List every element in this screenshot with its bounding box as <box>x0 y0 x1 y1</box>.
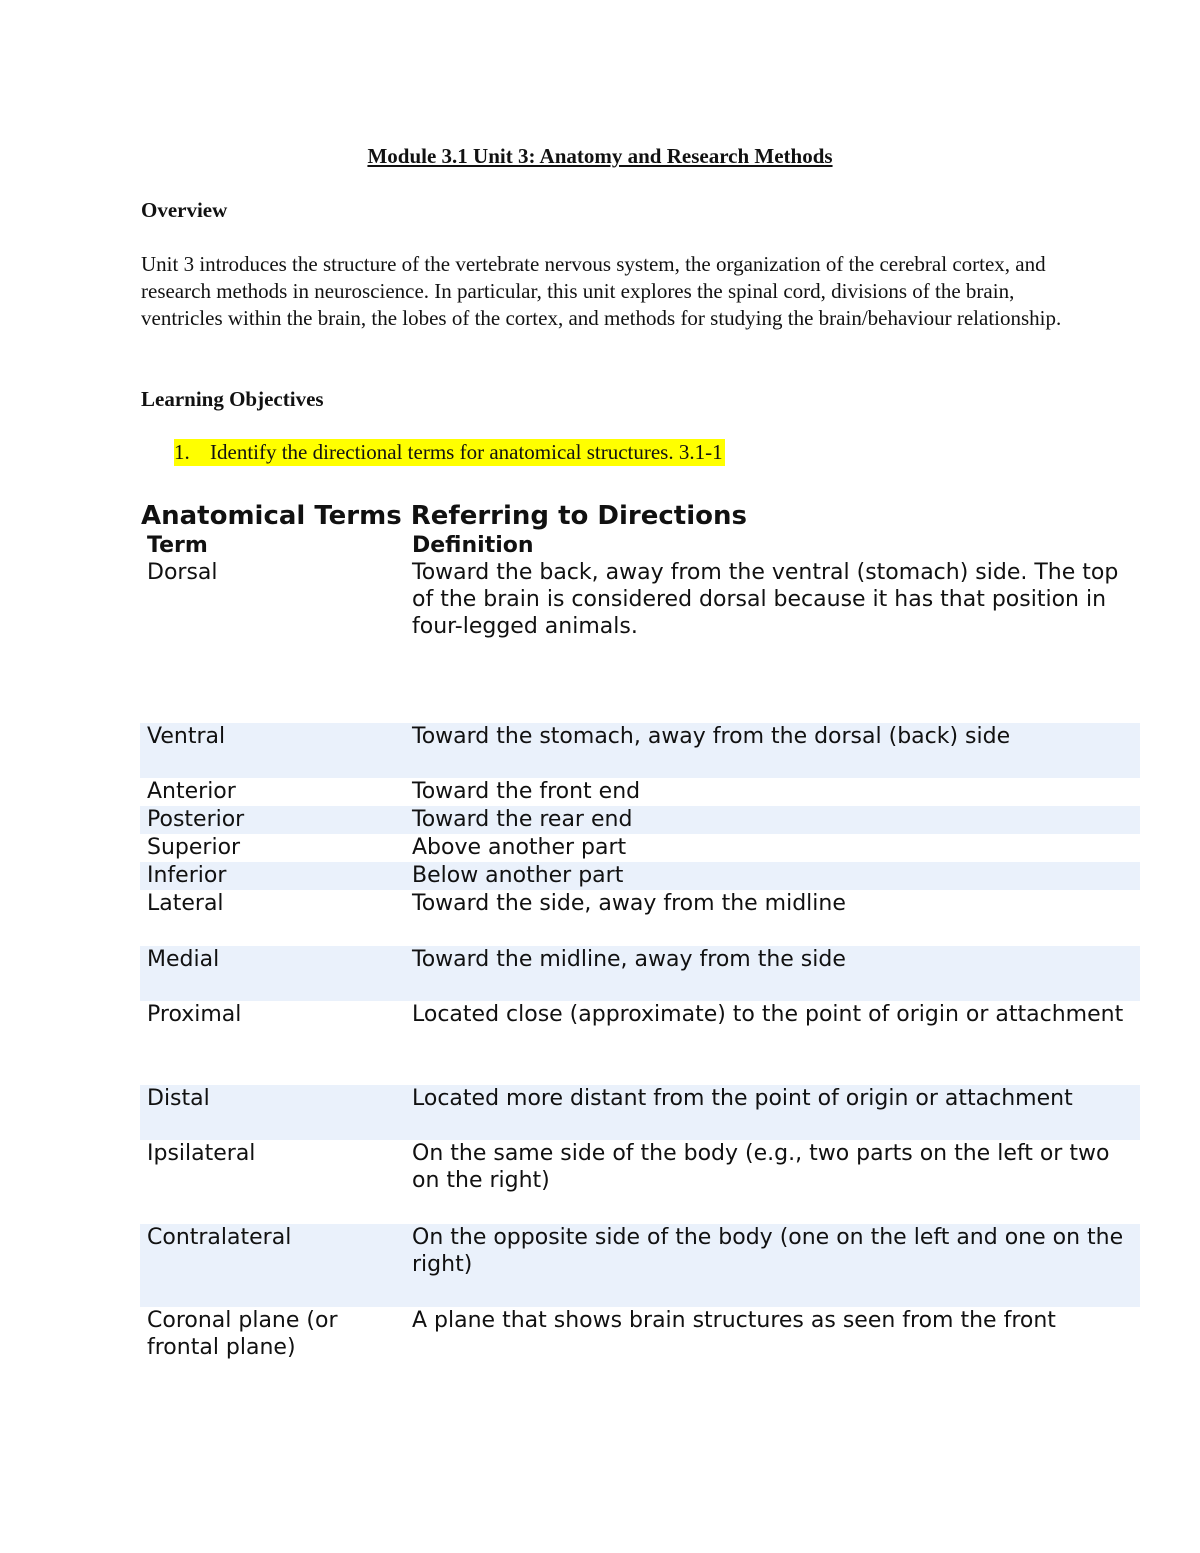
objective-text: Identify the directional terms for anatomical structures. 3.1-1 <box>210 440 723 464</box>
term-cell: Dorsal <box>147 560 218 585</box>
term-cell: Proximal <box>147 1002 242 1027</box>
term-cell: Ipsilateral <box>147 1141 256 1166</box>
document-title: Module 3.1 Unit 3: Anatomy and Research Methods <box>367 144 833 168</box>
term-cell: Ventral <box>140 723 405 778</box>
definition-cell: Toward the stomach, away from the dorsal (back) side <box>405 723 1140 778</box>
table-row <box>140 1001 1140 1085</box>
table-row <box>140 559 1140 723</box>
term-cell: Superior <box>147 835 241 860</box>
term-cell: Lateral <box>147 891 224 916</box>
definition-cell: Toward the back, away from the ventral (stomach) side. The top of the brain is considered dorsal because it has that position in four-legged animals. <box>412 560 1119 639</box>
term-cell: Distal <box>140 1085 405 1140</box>
objective-number: 1. <box>174 440 190 464</box>
definition-cell: On the same side of the body (e.g., two parts on the left or two on the right) <box>412 1141 1110 1193</box>
definition-cell: Located more distant from the point of origin or attachment <box>405 1085 1140 1140</box>
table-row <box>140 1140 1140 1224</box>
term-cell: Contralateral <box>140 1224 405 1307</box>
definition-cell: On the opposite side of the body (one on the left and one on the right) <box>405 1224 1140 1307</box>
overview-heading: Overview <box>141 198 228 222</box>
table-row <box>140 1224 1140 1307</box>
table-row <box>140 890 1140 946</box>
table-row <box>140 778 1140 806</box>
definition-cell: A plane that shows brain structures as seen from the front <box>412 1308 1056 1333</box>
learning-objective-item <box>174 439 725 466</box>
definition-column-header: Definition <box>412 533 534 558</box>
definition-cell: Above another part <box>412 835 627 860</box>
term-column-header: Term <box>147 533 208 558</box>
definition-cell: Below another part <box>405 862 1140 890</box>
definition-cell: Toward the front end <box>412 779 641 804</box>
definition-cell: Toward the rear end <box>405 806 1140 834</box>
term-cell: Posterior <box>140 806 405 834</box>
definition-cell: Toward the side, away from the midline <box>412 891 846 916</box>
term-cell: Coronal plane (or frontal plane) <box>147 1308 338 1360</box>
table-row <box>140 723 1140 778</box>
learning-objectives-heading: Learning Objectives <box>141 387 324 411</box>
overview-paragraph: Unit 3 introduces the structure of the vertebrate nervous system, the organization of the cerebral cortex, and research methods in neuroscience. In particular, this unit explores the spinal cord, divisions of the brain, ventricles within the brain, the lobes of the cortex, and methods for studying the brain/behaviour relationship. <box>141 252 1062 330</box>
table-row <box>140 946 1140 1001</box>
directional-terms-table <box>140 532 1140 1367</box>
definition-cell: Toward the midline, away from the side <box>405 946 1140 1001</box>
table-row <box>140 1085 1140 1140</box>
term-cell: Inferior <box>140 862 405 890</box>
table-row <box>140 834 1140 862</box>
term-cell: Anterior <box>147 779 236 804</box>
term-cell: Medial <box>140 946 405 1001</box>
terms-table-title: Anatomical Terms Referring to Directions <box>141 501 747 531</box>
definition-cell: Located close (approximate) to the point of origin or attachment <box>412 1002 1124 1027</box>
table-row <box>140 806 1140 834</box>
table-row <box>140 862 1140 890</box>
table-row <box>140 1307 1140 1367</box>
table-header-row <box>140 532 1140 559</box>
